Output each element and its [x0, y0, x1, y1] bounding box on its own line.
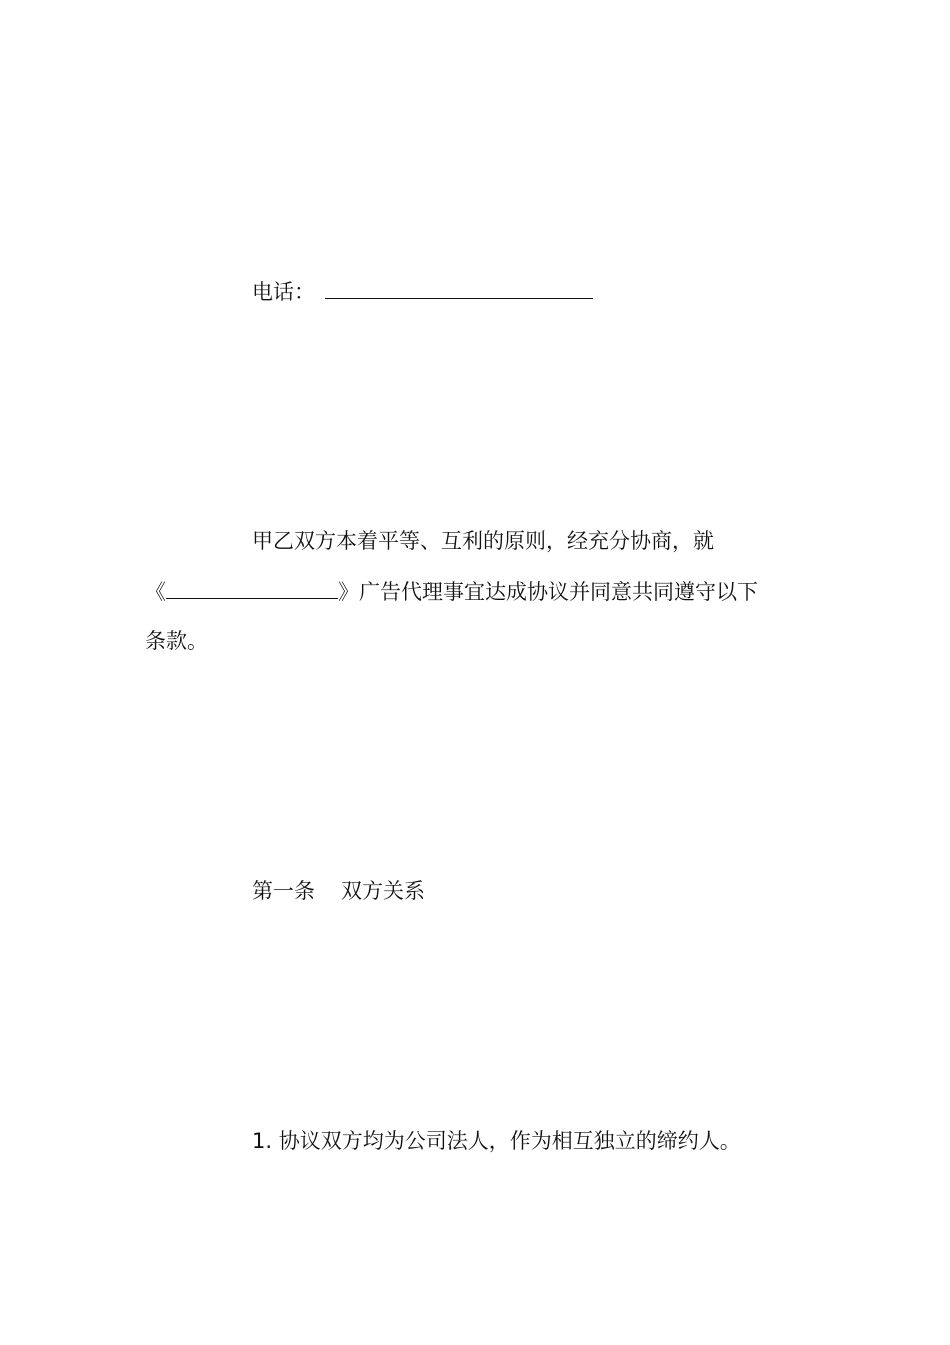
phone-blank-field[interactable] — [325, 278, 593, 299]
intro-line-2-text: 》广告代理事宜达成协议并同意共同遵守以下 — [338, 580, 758, 604]
article-number: 第一条 — [252, 879, 315, 903]
ad-title-blank-field[interactable] — [166, 578, 338, 599]
intro-line-2 — [145, 577, 758, 607]
title-open-bracket: 《 — [145, 580, 166, 604]
article-title: 双方关系 — [341, 879, 425, 903]
phone-row — [252, 277, 593, 307]
phone-label: 电话： — [252, 280, 315, 304]
clause-item: 1. 协议双方均为公司法人，作为相互独立的缔约人。 — [252, 1129, 741, 1153]
intro-line-1: 甲乙双方本着平等、互利的原则，经充分协商，就 — [252, 529, 714, 553]
article-heading — [252, 876, 425, 906]
intro-line-3: 条款。 — [145, 629, 208, 653]
